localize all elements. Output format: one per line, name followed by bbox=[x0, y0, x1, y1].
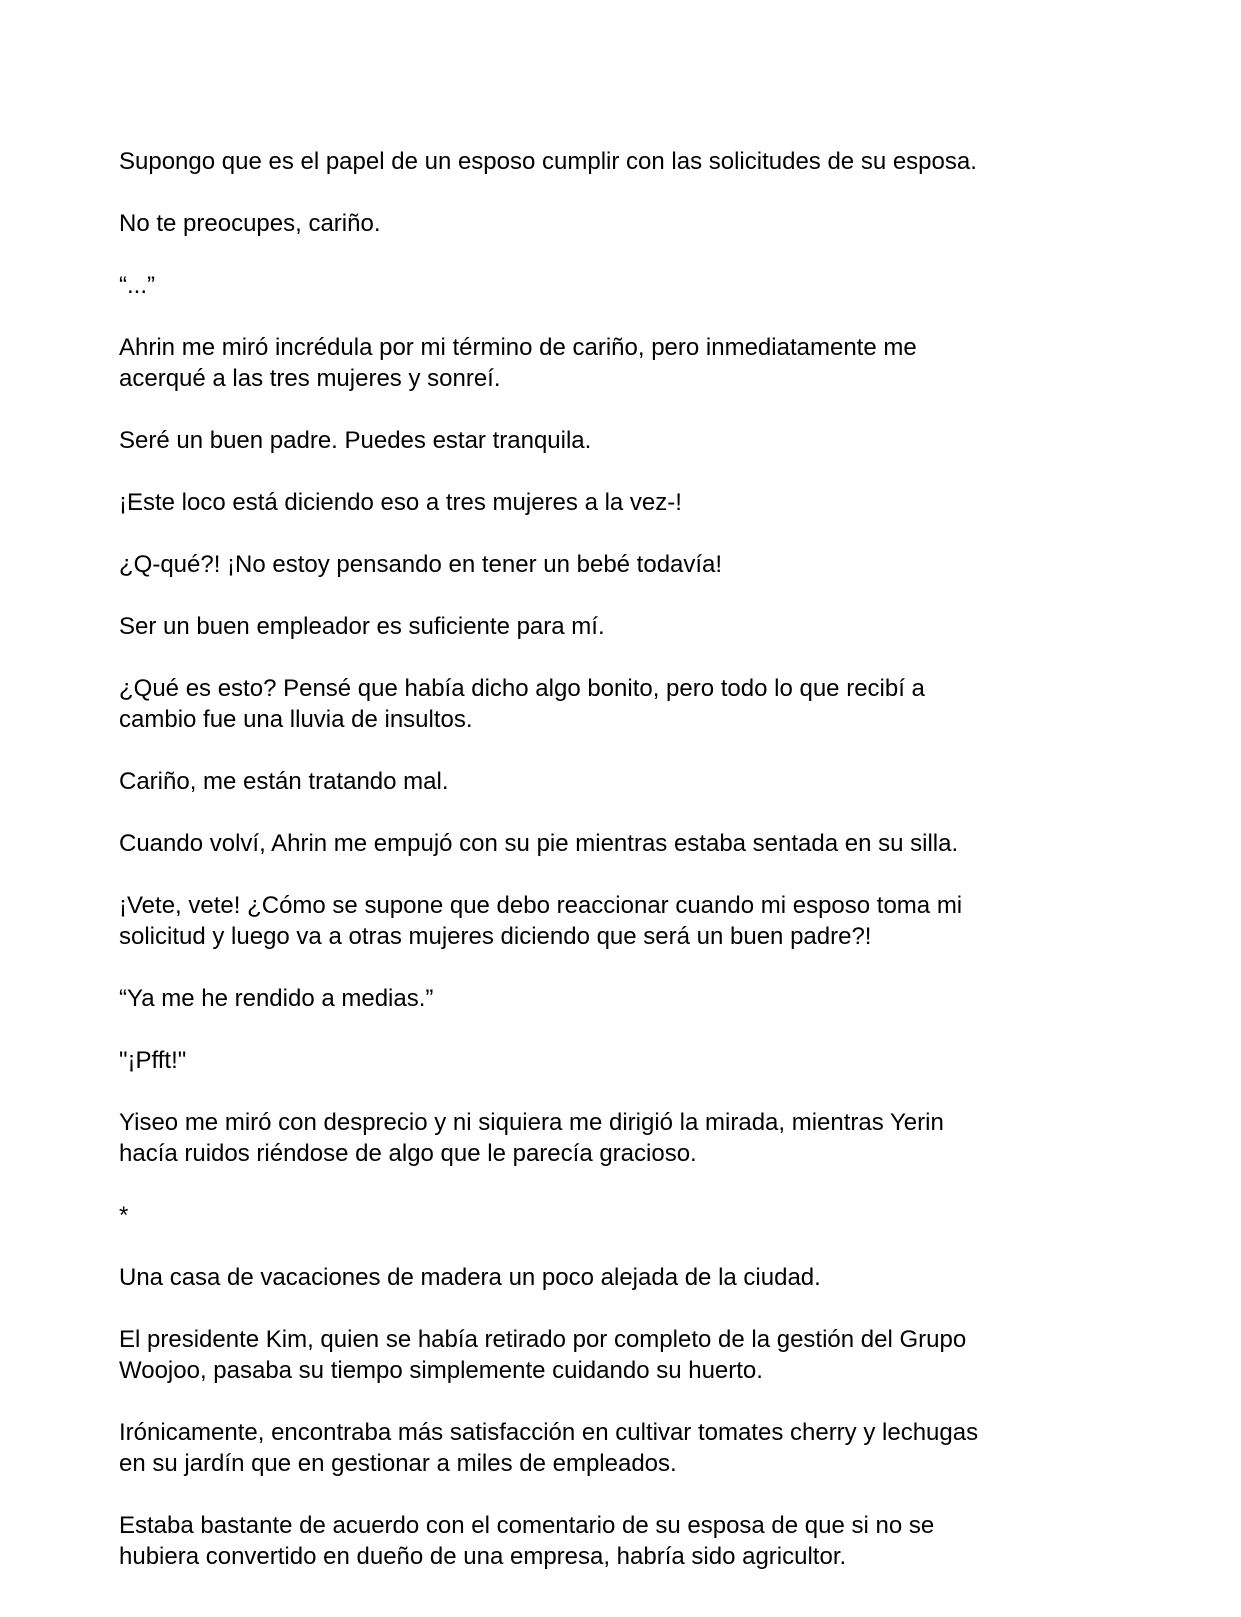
paragraph: Una casa de vacaciones de madera un poco alejada de la ciudad. bbox=[119, 1264, 821, 1291]
paragraph: “...” bbox=[119, 272, 155, 299]
paragraph: Estaba bastante de acuerdo con el comentario de su esposa de que si no se hubiera convertido en dueño de una empresa, habría sido agricultor. bbox=[119, 1512, 935, 1570]
paragraph: Cariño, me están tratando mal. bbox=[119, 768, 449, 795]
paragraph: "¡Pfft!" bbox=[119, 1047, 187, 1074]
paragraph: ¿Qué es esto? Pensé que había dicho algo bonito, pero todo lo que recibí a cambio fue una lluvia de insultos. bbox=[119, 675, 925, 733]
paragraph: Supongo que es el papel de un esposo cumplir con las solicitudes de su esposa. bbox=[119, 148, 977, 175]
paragraph: Seré un buen padre. Puedes estar tranquila. bbox=[119, 427, 592, 454]
paragraph: Cuando volví, Ahrin me empujó con su pie mientras estaba sentada en su silla. bbox=[119, 830, 959, 857]
scene-break: * bbox=[119, 1202, 129, 1229]
paragraph: ¡Vete, vete! ¿Cómo se supone que debo reaccionar cuando mi esposo toma mi solicitud y luego va a otras mujeres diciendo que será un buen padre?! bbox=[119, 892, 963, 950]
paragraph: “Ya me he rendido a medias.” bbox=[119, 985, 434, 1012]
paragraph: Ahrin me miró incrédula por mi término de cariño, pero inmediatamente me acerqué a las tres mujeres y sonreí. bbox=[119, 334, 917, 392]
paragraph: El presidente Kim, quien se había retirado por completo de la gestión del Grupo Woojoo, pasaba su tiempo simplemente cuidando su huerto. bbox=[119, 1326, 967, 1384]
paragraph: Ser un buen empleador es suficiente para mí. bbox=[119, 613, 605, 640]
paragraph: Yiseo me miró con desprecio y ni siquiera me dirigió la mirada, mientras Yerin hacía ruidos riéndose de algo que le parecía gracioso. bbox=[119, 1109, 944, 1167]
paragraph: No te preocupes, cariño. bbox=[119, 210, 381, 237]
paragraph: Irónicamente, encontraba más satisfacción en cultivar tomates cherry y lechugas en su jardín que en gestionar a miles de empleados. bbox=[119, 1419, 979, 1477]
paragraph: ¿Q-qué?! ¡No estoy pensando en tener un bebé todavía! bbox=[119, 551, 723, 578]
document-body bbox=[119, 146, 1119, 1603]
paragraph: ¡Este loco está diciendo eso a tres mujeres a la vez-! bbox=[119, 489, 682, 516]
